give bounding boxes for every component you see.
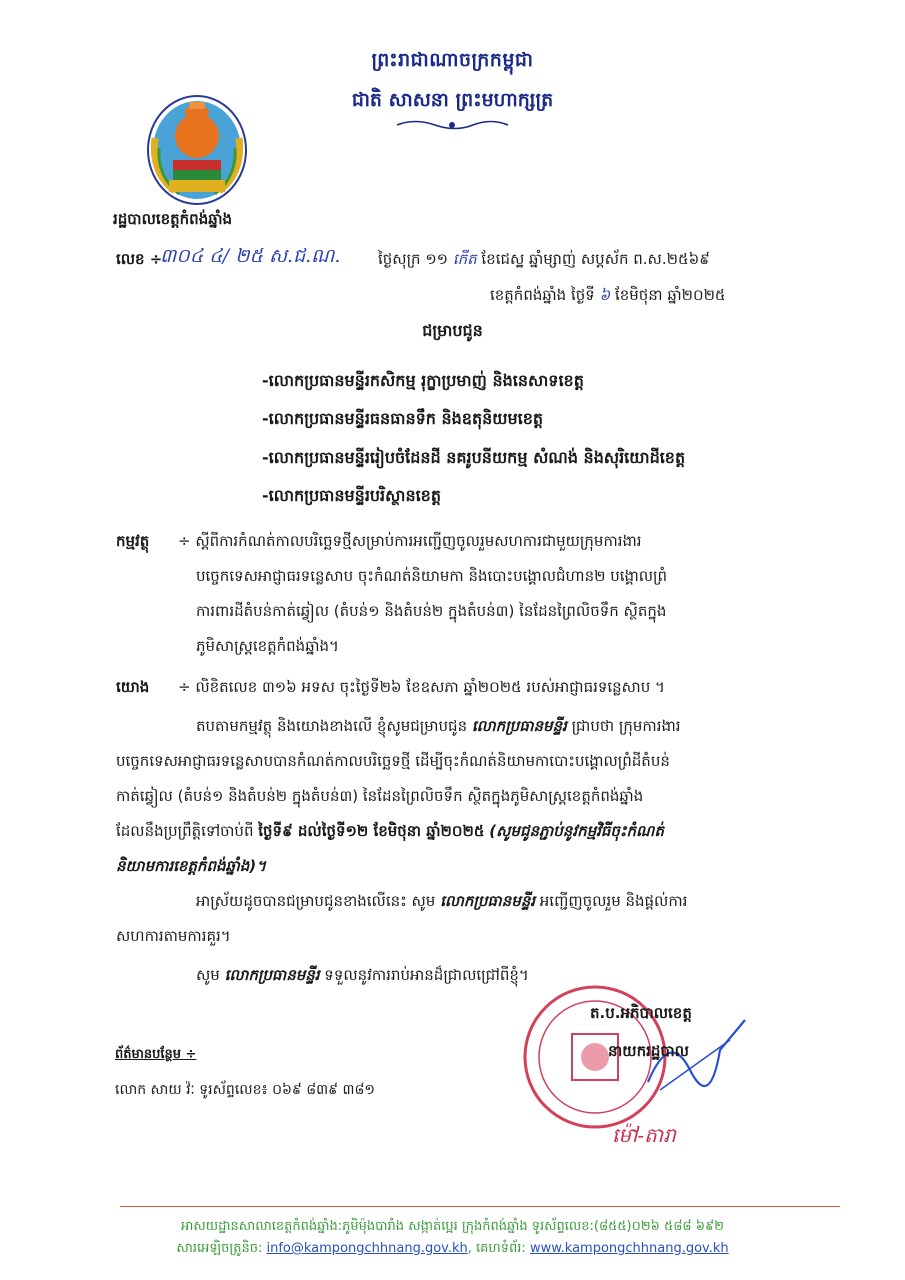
body-emphasis: លោកប្រធានមន្ទីរ: [224, 966, 320, 984]
signatory-name: ម៉ៅ-តារា: [612, 1123, 676, 1147]
reference-number-handwritten: ៣០៤ ៤/ ២៥ ស.ជ.ណ.: [160, 245, 341, 267]
footer-address: អាសយដ្ឋានសាលាខេត្តកំពង់ឆ្នាំង:ភូមិម៉ុងបារាំង សង្កាត់ប្អេរ ក្រុងកំពង់ឆ្នាំង ទូរស័ព្ទលេខ:(៨៥៥)០២៦ ៥៨៨ ៦៩២: [181, 1219, 724, 1234]
footer-contact: [0, 1240, 905, 1259]
body-text: តបតាមកម្មវត្ថុ និងយោងខាងលើ ខ្ញុំសូមជម្រាបជូន: [196, 717, 468, 735]
recipient-line: -លោកប្រធានមន្ទីរធនធានទឹក និងឧតុនិយមខេត្ត: [262, 409, 544, 428]
closing-line: [196, 966, 529, 988]
body-paragraph-1-line: កាត់ឆ្វៀល (តំបន់១ និងតំបន់២ ក្នុងតំបន់៣) នៃដែនព្រៃលិចទឹក ស្ថិតក្នុងភូមិសាស្ត្រខេត្តកំពង់ឆ្នាំង: [116, 787, 644, 805]
reference-doc-label: យោង: [116, 678, 150, 696]
reference-doc-text: ÷ លិខិតលេខ ៣១៦ អទស ចុះថ្ងៃទី២៦ ខែឧសភា ឆ្នាំ២០២៥ របស់អាជ្ញាធរទន្លេសាប ។: [178, 678, 665, 696]
body-paragraph-1-line: បច្ចេកទេសអាជ្ញាធរទន្លេសាបបានកំណត់កាលបរិច្ឆេទថ្មី ដើម្បីចុះកំណត់និយាមកាបោះបង្គោលព្រំដីតំបន់: [116, 752, 670, 770]
footer-web-link[interactable]: www.kampongchhnang.gov.kh: [529, 1241, 729, 1256]
signatory-role: នាយករដ្ឋបាល: [608, 1042, 689, 1060]
extra-info-heading: ព័ត៌មានបន្ថែម ÷: [115, 1047, 197, 1062]
body-emphasis: លោកប្រធានមន្ទីរ: [471, 717, 567, 735]
date-suffix: ខែមិថុនា ឆ្នាំ២០២៥: [614, 286, 726, 304]
subject-line: ភូមិសាស្ត្រខេត្តកំពង់ឆ្នាំង។: [196, 637, 339, 655]
footer-email-link[interactable]: info@kampongchhnang.gov.kh: [266, 1241, 468, 1256]
body-paragraph-1-line: [116, 822, 664, 844]
footer-email-label: សារអេឡិចត្រូនិច:: [176, 1241, 263, 1256]
date-prefix: ខេត្តកំពង់ឆ្នាំង ថ្ងៃទី: [490, 286, 595, 304]
body-paragraph-2-line: [196, 892, 687, 914]
lunar-date-handwritten: កើត: [452, 250, 477, 268]
body-text: ជ្រាបថា ក្រុមការងារ: [571, 717, 681, 735]
date-day-handwritten: ៦: [599, 286, 611, 304]
lunar-date-suffix: ខែជេស្ឋ ឆ្នាំម្សាញ់ សប្តស័ក ព.ស.២៥៦៩: [481, 250, 710, 268]
province-seal-logo: [145, 88, 250, 206]
body-text: សូម: [196, 966, 220, 984]
body-emphasis: លោកប្រធានមន្ទីរ: [440, 892, 535, 910]
signatory-title: ត.ប.អភិបាលខេត្ត: [590, 1004, 692, 1022]
lunar-date: [378, 250, 710, 272]
sender-admin: រដ្ឋបាលខេត្តកំពង់ឆ្នាំង: [113, 210, 233, 228]
body-attachment-note: និយាមការខេត្តកំពង់ឆ្នាំង)។: [116, 857, 267, 875]
subject-line: ÷ ស្តីពីការកំណត់កាលបរិច្ឆេទថ្មីសម្រាប់ការអញ្ជើញចូលរួមសហការជាមួយក្រុមការងារ: [178, 532, 642, 550]
reference-number-label: លេខ ÷: [116, 250, 163, 268]
national-motto: ជាតិ សាសនា ព្រះមហាក្សត្រ: [351, 89, 554, 111]
recipient-line: -លោកប្រធានមន្ទីររៀបចំដែនដី នគរូបនីយកម្ម សំណង់ និងសុរិយោដីខេត្ត: [262, 448, 686, 467]
body-text: អញ្ជើញចូលរួម និងផ្តល់ការ: [539, 892, 688, 910]
body-text: អាស្រ័យដូចបានជម្រាបជូនខាងលើនេះ សូម: [196, 892, 436, 910]
recipient-line: -លោកប្រធានមន្ទីរកសិកម្ម រុក្ខាប្រមាញ់ និងនេសាទខេត្ត: [262, 371, 584, 390]
notice-title: ជម្រាបជូន: [422, 321, 483, 340]
header-ornament-icon: [395, 118, 510, 132]
body-text: ដែលនឹងប្រព្រឹត្តិទៅចាប់ពី: [116, 822, 254, 840]
body-text: ទទួលនូវការរាប់អានដ៏ជ្រាលជ្រៅពីខ្ញុំ។: [324, 966, 529, 984]
subject-label: កម្មវត្ថុ: [116, 532, 150, 550]
recipient-line: -លោកប្រធានមន្ទីរបរិស្ថានខេត្ត: [262, 486, 441, 505]
extra-info-contact: លោក សាយ វ៉ៈ ទូរស័ព្ទលេខ៖ ០៦៩ ៨៣៩ ៣៨១: [115, 1082, 375, 1098]
body-paragraph-1-line: [196, 717, 681, 739]
subject-line: ការពារដីតំបន់កាត់ឆ្វៀល (តំបន់១ និងតំបន់២ ក្នុងតំបន់៣) នៃដែនព្រៃលិចទឹក ស្ថិតក្នុង: [196, 602, 667, 620]
body-attachment-note: (សូមជូនភ្ជាប់នូវកម្មវិធីចុះកំណត់: [489, 822, 664, 840]
kingdom-title: ព្រះរាជាណាចក្រកម្ពុជា: [371, 49, 534, 71]
gregorian-date: [490, 286, 726, 308]
subject-line: បច្ចេកទេសអាជ្ញាធរទន្លេសាប ចុះកំណត់និយាមកា និងបោះបង្គោលជំហាន២ បង្គោលព្រំ: [196, 567, 668, 585]
footer-web-label: , គេហទំព័រ:: [467, 1241, 526, 1256]
lunar-date-prefix: ថ្ងៃសុក្រ ១១: [378, 250, 449, 268]
body-paragraph-2-line: សហការតាមការគួរ។: [116, 927, 231, 945]
body-date-range: ថ្ងៃទី៩ ដល់ថ្ងៃទី១២ ខែមិថុនា ឆ្នាំ២០២៥: [258, 822, 485, 840]
footer-divider: [120, 1206, 840, 1207]
